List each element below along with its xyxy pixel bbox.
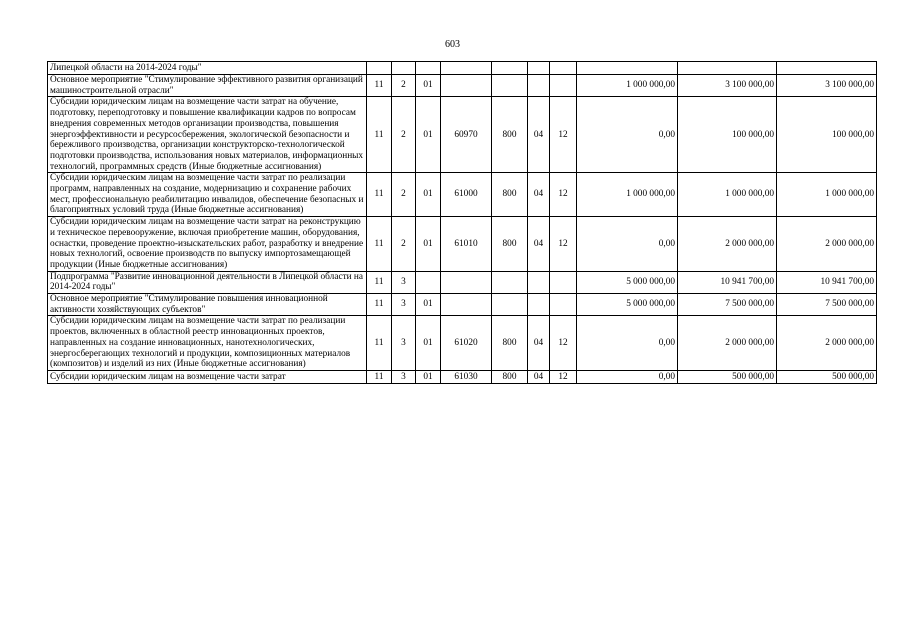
amount-year-1: 0,00 <box>577 370 678 383</box>
amount-year-3 <box>777 62 877 75</box>
code-expense-type: 800 <box>492 173 528 217</box>
table-row <box>48 316 877 371</box>
code-subsection <box>550 271 577 293</box>
code-program: 11 <box>367 271 392 293</box>
code-activity <box>416 271 441 293</box>
amount-year-3: 3 100 000,00 <box>777 75 877 97</box>
code-subprogram <box>392 62 416 75</box>
amount-year-1 <box>577 62 678 75</box>
budget-table <box>47 61 877 384</box>
code-section: 04 <box>528 97 550 173</box>
code-program <box>367 62 392 75</box>
code-subprogram: 3 <box>392 294 416 316</box>
code-activity: 01 <box>416 217 441 272</box>
code-program: 11 <box>367 173 392 217</box>
amount-year-3: 2 000 000,00 <box>777 217 877 272</box>
code-subprogram: 2 <box>392 173 416 217</box>
code-subsection: 12 <box>550 97 577 173</box>
table-row <box>48 271 877 293</box>
amount-year-1: 0,00 <box>577 97 678 173</box>
code-section: 04 <box>528 173 550 217</box>
code-direction: 61000 <box>441 173 492 217</box>
code-program: 11 <box>367 97 392 173</box>
code-direction: 61010 <box>441 217 492 272</box>
amount-year-3: 500 000,00 <box>777 370 877 383</box>
code-subsection <box>550 62 577 75</box>
code-expense-type: 800 <box>492 97 528 173</box>
code-section <box>528 75 550 97</box>
amount-year-1: 5 000 000,00 <box>577 271 678 293</box>
code-section <box>528 62 550 75</box>
amount-year-2: 1 000 000,00 <box>678 173 777 217</box>
row-description: Субсидии юридическим лицам на возмещение части затрат по реализации проектов, включенных в областной реестр инновационных проектов, направленных на создание инновационных, нанотехнологических, энергосберегающих технологий и продукции, композиционных материалов (композитов) и изделий из них (Иные бюджетные ассигнования) <box>48 316 367 371</box>
code-activity: 01 <box>416 370 441 383</box>
row-description: Субсидии юридическим лицам на возмещение части затрат по реализации программ, направленных на создание, модернизацию и сохранение рабочих мест, профессиональную реабилитацию инвалидов, обеспечение безопасных и благоприятных условий труда (Иные бюджетные ассигнования) <box>48 173 367 217</box>
code-section <box>528 271 550 293</box>
code-direction <box>441 62 492 75</box>
amount-year-2: 10 941 700,00 <box>678 271 777 293</box>
code-section: 04 <box>528 217 550 272</box>
code-subsection <box>550 294 577 316</box>
code-direction <box>441 294 492 316</box>
code-expense-type <box>492 75 528 97</box>
code-program: 11 <box>367 316 392 371</box>
amount-year-3: 100 000,00 <box>777 97 877 173</box>
code-activity <box>416 62 441 75</box>
code-direction: 60970 <box>441 97 492 173</box>
code-activity: 01 <box>416 173 441 217</box>
code-subprogram: 3 <box>392 316 416 371</box>
amount-year-2 <box>678 62 777 75</box>
code-activity: 01 <box>416 97 441 173</box>
row-description: Липецкой области на 2014-2024 годы" <box>48 62 367 75</box>
code-subprogram: 2 <box>392 217 416 272</box>
code-direction: 61030 <box>441 370 492 383</box>
code-expense-type: 800 <box>492 316 528 371</box>
row-description: Субсидии юридическим лицам на возмещение части затрат на обучение, подготовку, переподготовку и повышение квалификации кадров по вопросам внедрения современных методов организации производства, повышения энергоэффективности и ресурсосбережения, экологической безопасности и бережливого производства, организации конструкторско-технологической подготовки производства, использования новых материалов, информационных технологий, программных средств (Иные бюджетные ассигнования) <box>48 97 367 173</box>
code-direction: 61020 <box>441 316 492 371</box>
code-activity: 01 <box>416 75 441 97</box>
amount-year-3: 1 000 000,00 <box>777 173 877 217</box>
code-subprogram: 2 <box>392 97 416 173</box>
table-row <box>48 75 877 97</box>
code-subsection: 12 <box>550 370 577 383</box>
amount-year-1: 1 000 000,00 <box>577 75 678 97</box>
code-activity: 01 <box>416 294 441 316</box>
code-program: 11 <box>367 75 392 97</box>
amount-year-1: 1 000 000,00 <box>577 173 678 217</box>
amount-year-1: 0,00 <box>577 217 678 272</box>
table-row <box>48 173 877 217</box>
amount-year-3: 2 000 000,00 <box>777 316 877 371</box>
code-program: 11 <box>367 370 392 383</box>
code-subprogram: 3 <box>392 271 416 293</box>
code-subprogram: 2 <box>392 75 416 97</box>
code-direction <box>441 75 492 97</box>
amount-year-2: 500 000,00 <box>678 370 777 383</box>
amount-year-3: 7 500 000,00 <box>777 294 877 316</box>
row-description: Основное мероприятие "Стимулирование повышения инновационной активности хозяйствующих субъектов" <box>48 294 367 316</box>
code-subsection: 12 <box>550 316 577 371</box>
row-description: Основное мероприятие "Стимулирование эффективного развития организаций машиностроительной отрасли" <box>48 75 367 97</box>
table-row <box>48 97 877 173</box>
amount-year-2: 2 000 000,00 <box>678 316 777 371</box>
code-section: 04 <box>528 316 550 371</box>
amount-year-2: 3 100 000,00 <box>678 75 777 97</box>
code-section <box>528 294 550 316</box>
amount-year-1: 0,00 <box>577 316 678 371</box>
code-expense-type: 800 <box>492 370 528 383</box>
code-subsection: 12 <box>550 173 577 217</box>
amount-year-2: 2 000 000,00 <box>678 217 777 272</box>
code-expense-type <box>492 62 528 75</box>
amount-year-3: 10 941 700,00 <box>777 271 877 293</box>
amount-year-1: 5 000 000,00 <box>577 294 678 316</box>
row-description: Подпрограмма "Развитие инновационной деятельности в Липецкой области на 2014-2024 годы" <box>48 271 367 293</box>
code-section: 04 <box>528 370 550 383</box>
code-activity: 01 <box>416 316 441 371</box>
amount-year-2: 100 000,00 <box>678 97 777 173</box>
code-expense-type: 800 <box>492 217 528 272</box>
code-program: 11 <box>367 217 392 272</box>
code-expense-type <box>492 271 528 293</box>
table-row <box>48 370 877 383</box>
table-row <box>48 294 877 316</box>
code-subprogram: 3 <box>392 370 416 383</box>
table-row <box>48 217 877 272</box>
code-program: 11 <box>367 294 392 316</box>
amount-year-2: 7 500 000,00 <box>678 294 777 316</box>
code-direction <box>441 271 492 293</box>
row-description: Субсидии юридическим лицам на возмещение части затрат на реконструкцию и техническое перевооружение, включая приобретение машин, оборудования, оснастки, проведение проектно-изыскательских работ, разработку и внедрение новых технологий, освоение производств по выпуску импортозамещающей продукции (Иные бюджетные ассигнования) <box>48 217 367 272</box>
code-expense-type <box>492 294 528 316</box>
row-description: Субсидии юридическим лицам на возмещение части затрат <box>48 370 367 383</box>
table-row <box>48 62 877 75</box>
page-number: 603 <box>445 39 460 50</box>
code-subsection <box>550 75 577 97</box>
code-subsection: 12 <box>550 217 577 272</box>
